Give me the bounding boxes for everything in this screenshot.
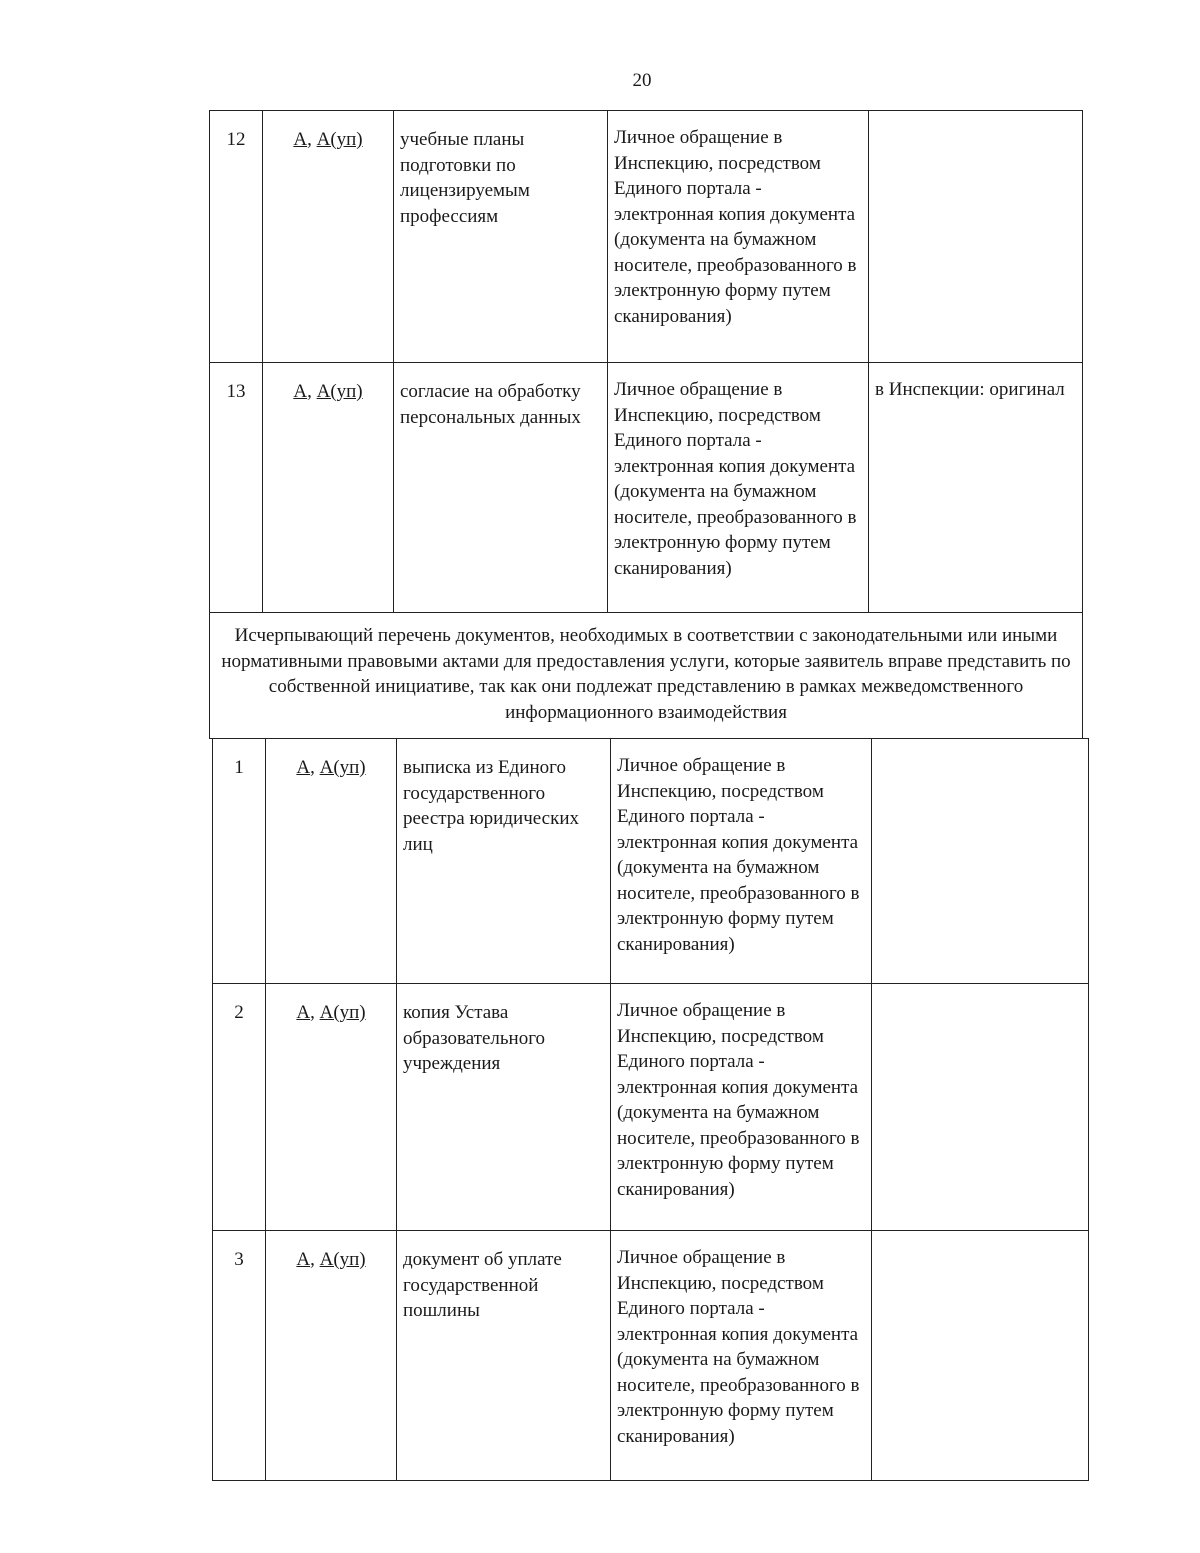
- code-link-a-up[interactable]: А(уп): [319, 1249, 366, 1270]
- applicant-code: [266, 984, 397, 1231]
- code-link-a[interactable]: А: [296, 1249, 311, 1270]
- row-number: 2: [213, 984, 266, 1231]
- code-link-a[interactable]: А: [296, 757, 311, 778]
- document-name: копия Устава образовательного учреждения: [397, 984, 611, 1231]
- submission-method: Личное обращение в Инспекцию, посредством Единого портала - электронная копия документа (документа на бумажном носителе, преобразованного в электронную форму путем сканирования): [608, 111, 869, 363]
- row-number: 13: [210, 363, 263, 613]
- document-note: [869, 111, 1083, 363]
- document-note: [872, 984, 1089, 1231]
- submission-method: Личное обращение в Инспекцию, посредством Единого портала - электронная копия документа (документа на бумажном носителе, преобразованного в электронную форму путем сканирования): [611, 739, 872, 984]
- table-row: [213, 984, 1089, 1231]
- document-name: учебные планы подготовки по лицензируемым профессиям: [394, 111, 608, 363]
- applicant-code: [266, 739, 397, 984]
- code-link-a-up[interactable]: А(уп): [316, 129, 363, 150]
- applicant-code: [263, 363, 394, 613]
- code-link-a-up[interactable]: А(уп): [319, 1002, 366, 1023]
- table-row: [213, 1231, 1089, 1481]
- document-note: [872, 1231, 1089, 1481]
- code-separator: ,: [310, 1002, 320, 1023]
- document-name: выписка из Единого государственного реестра юридических лиц: [397, 739, 611, 984]
- submission-method: Личное обращение в Инспекцию, посредством Единого портала - электронная копия документа (документа на бумажном носителе, преобразованного в электронную форму путем сканирования): [611, 984, 872, 1231]
- code-link-a[interactable]: А: [296, 1002, 311, 1023]
- table-row: [210, 363, 1083, 613]
- document-note: в Инспекции: оригинал: [869, 363, 1083, 613]
- section-heading: Исчерпывающий перечень документов, необходимых в соответствии с законодательными или иными нормативными правовыми актами для предоставления услуги, которые заявитель вправе представить по собственной инициативе, так как они подлежат представлению в рамках межведомственного информационного взаимодействия: [210, 613, 1083, 739]
- code-link-a-up[interactable]: А(уп): [316, 381, 363, 402]
- row-number: 12: [210, 111, 263, 363]
- row-number: 1: [213, 739, 266, 984]
- applicant-code: [263, 111, 394, 363]
- code-link-a[interactable]: А: [293, 129, 308, 150]
- code-link-a-up[interactable]: А(уп): [319, 757, 366, 778]
- document-note: [872, 739, 1089, 984]
- documents-table-top: [209, 110, 1083, 739]
- code-separator: ,: [307, 129, 317, 150]
- code-separator: ,: [307, 381, 317, 402]
- table-row: [213, 739, 1089, 984]
- table-row: [210, 111, 1083, 363]
- document-name: согласие на обработку персональных данных: [394, 363, 608, 613]
- page-number: 20: [632, 70, 652, 91]
- code-separator: ,: [310, 1249, 320, 1270]
- section-heading-row: [210, 613, 1083, 739]
- code-separator: ,: [310, 757, 320, 778]
- row-number: 3: [213, 1231, 266, 1481]
- submission-method: Личное обращение в Инспекцию, посредством Единого портала - электронная копия документа (документа на бумажном носителе, преобразованного в электронную форму путем сканирования): [611, 1231, 872, 1481]
- submission-method: Личное обращение в Инспекцию, посредством Единого портала - электронная копия документа (документа на бумажном носителе, преобразованного в электронную форму путем сканирования): [608, 363, 869, 613]
- documents-table-bottom: [212, 738, 1089, 1481]
- code-link-a[interactable]: А: [293, 381, 308, 402]
- applicant-code: [266, 1231, 397, 1481]
- document-name: документ об уплате государственной пошлины: [397, 1231, 611, 1481]
